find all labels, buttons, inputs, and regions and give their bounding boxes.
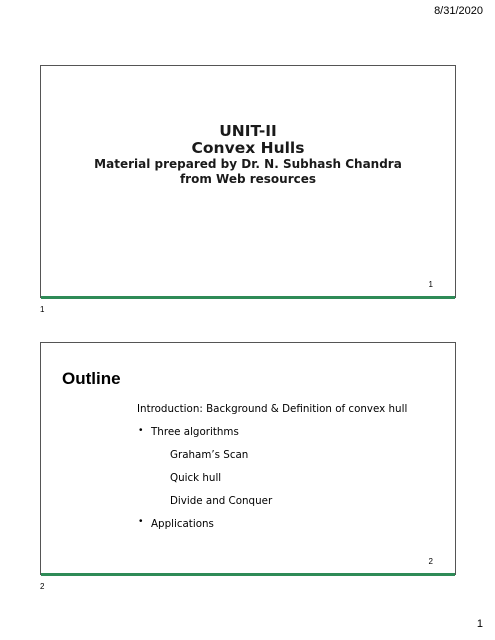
slide-number: 2 — [428, 557, 433, 566]
slide-number: 1 — [428, 280, 433, 289]
slide-subtitle-author: Material prepared by Dr. N. Subhash Chandra — [94, 157, 402, 171]
bullet-dot: • — [139, 516, 143, 527]
outline-sub-quick-hull: Quick hull — [170, 472, 222, 484]
slide-1-thumbnail — [40, 65, 456, 298]
slide-footer-bar — [41, 573, 455, 576]
outline-bullet-algorithms: Three algorithms — [151, 426, 239, 438]
outline-bullet-applications: Applications — [151, 518, 214, 530]
print-date: 8/31/2020 — [434, 5, 483, 17]
slide-title-unit: UNIT-II — [219, 122, 277, 140]
slide-footer-bar — [41, 296, 455, 299]
outline-sub-divide-conquer: Divide and Conquer — [170, 495, 273, 507]
bullet-dot: • — [139, 425, 143, 436]
slide-caption-2: 2 — [40, 582, 45, 591]
slide-caption-1: 1 — [40, 305, 45, 314]
slide-title-topic: Convex Hulls — [191, 139, 305, 157]
slide-title-block — [41, 123, 455, 187]
outline-sub-grahams-scan: Graham’s Scan — [170, 449, 249, 461]
outline-heading: Outline — [62, 369, 121, 388]
outline-intro: Introduction: Background & Definition of convex hull — [137, 403, 408, 415]
slide-subtitle-source: from Web resources — [179, 172, 317, 186]
page-number: 1 — [476, 618, 483, 630]
slide-2-thumbnail — [40, 342, 456, 575]
